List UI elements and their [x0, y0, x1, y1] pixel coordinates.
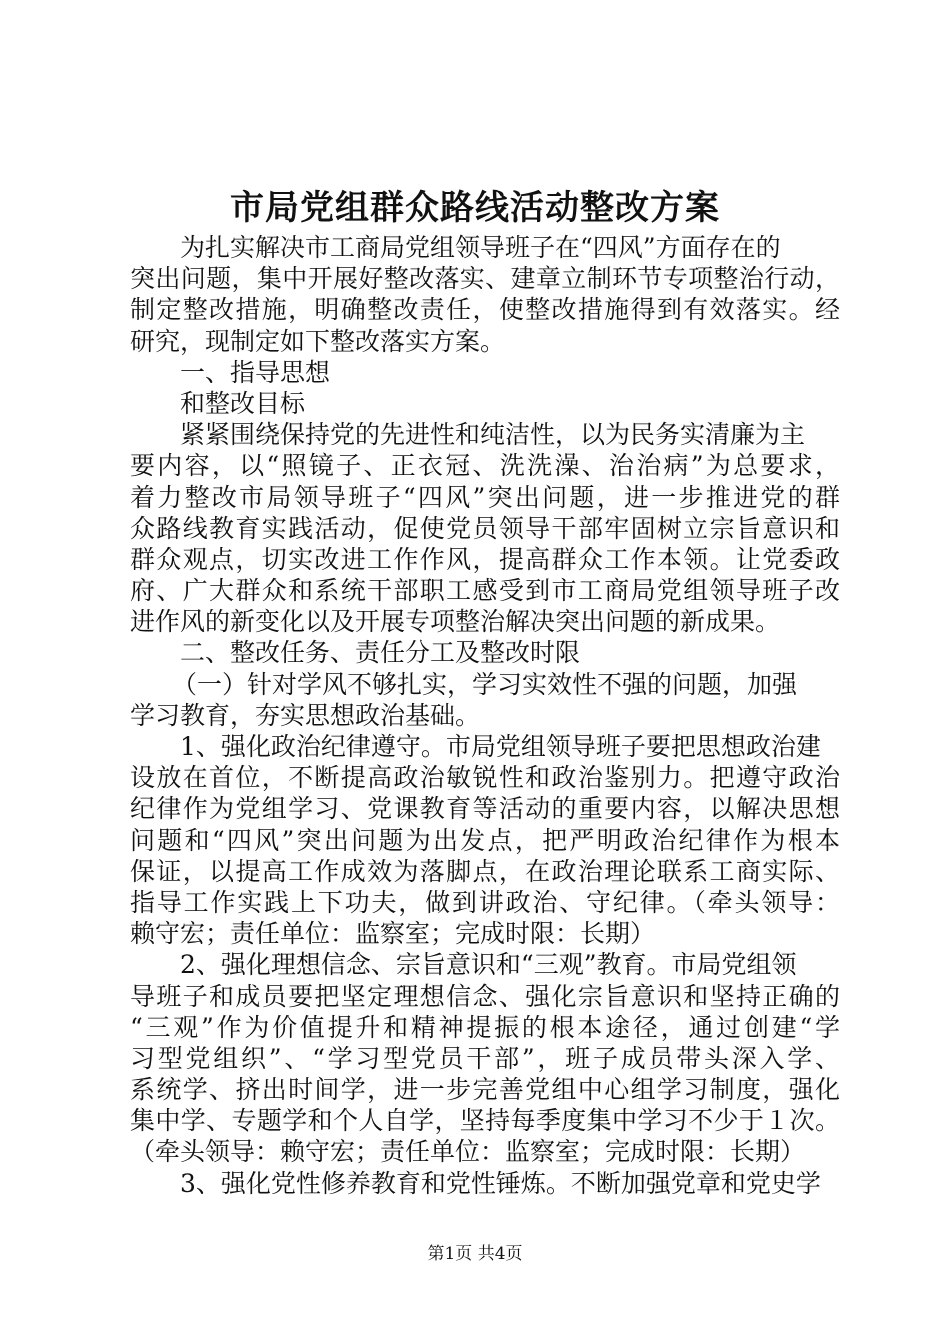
paragraph-line: 指导工作实践上下功夫，做到讲政治、守纪律。（牵头领导： [130, 887, 840, 917]
paragraph-line: 导班子和成员要把坚定理想信念、强化宗旨意识和坚持正确的 [130, 981, 840, 1011]
paragraph-line: 府、广大群众和系统干部职工感受到市工商局党组领导班子改 [130, 576, 840, 606]
paragraph-line: 制定整改措施，明确整改责任，使整改措施得到有效落实。经 [130, 295, 840, 325]
paragraph-line: 3、强化党性修养教育和党性锤炼。不断加强党章和党史学 [180, 1168, 821, 1198]
paragraph-line: 研究，现制定如下整改落实方案。 [130, 326, 506, 356]
document-title: 市局党组群众路线活动整改方案 [230, 188, 720, 228]
paragraph-line: 群众观点，切实改进工作作风，提高群众工作本领。让党委政 [130, 544, 840, 574]
paragraph-line: 要内容，以“照镜子、正衣冠、洗洗澡、治治病”为总要求， [130, 451, 840, 481]
paragraph-line: 保证，以提高工作成效为落脚点，在政治理论联系工商实际、 [130, 856, 840, 886]
paragraph-line: （一）针对学风不够扎实，学习实效性不强的问题，加强 [172, 669, 798, 699]
paragraph-line: 习型党组织”、“学习型党员干部”，班子成员带头深入学、 [130, 1043, 840, 1073]
paragraph-line: 为扎实解决市工商局党组领导班子在“四风”方面存在的 [180, 233, 781, 262]
paragraph-line: 1、强化政治纪律遵守。市局党组领导班子要把思想政治建 [180, 732, 821, 761]
paragraph-line: 紧紧围绕保持党的先进性和纯洁性，以为民务实清廉为主 [180, 420, 806, 450]
paragraph-line: 纪律作为党组学习、党课教育等活动的重要内容，以解决思想 [130, 794, 840, 824]
section-heading-line: 一、指导思想 [180, 357, 331, 387]
paragraph-line: 系统学、挤出时间学，进一步完善党组中心组学习制度，强化 [130, 1075, 840, 1105]
page-footer: 第1页 共4页 [427, 1244, 523, 1264]
paragraph-line: 进作风的新变化以及开展专项整治解决突出问题的新成果。 [130, 607, 781, 637]
paragraph-line: 问题和“四风”突出问题为出发点，把严明政治纪律作为根本 [130, 825, 840, 855]
document-body [130, 232, 840, 1199]
section-heading-line: 和整改目标 [180, 388, 306, 418]
paragraph-line: “三观”作为价值提升和精神提振的根本途径，通过创建“学 [130, 1012, 840, 1042]
paragraph-line: 设放在首位，不断提高政治敏锐性和政治鉴别力。把遵守政治 [130, 763, 840, 793]
paragraph-line: 集中学、专题学和个人自学，坚持每季度集中学习不少于１次。 [130, 1106, 840, 1136]
paragraph-line: 突出问题，集中开展好整改落实、建章立制环节专项整治行动， [130, 264, 840, 294]
paragraph-line: 着力整改市局领导班子“四风”突出问题，进一步推进党的群 [130, 482, 840, 512]
paragraph-line: 众路线教育实践活动，促使党员领导干部牢固树立宗旨意识和 [130, 513, 840, 543]
paragraph-line: （牵头领导：赖守宏；责任单位：监察室；完成时限：长期） [130, 1137, 806, 1167]
section-heading-line: 二、整改任务、责任分工及整改时限 [180, 638, 581, 668]
paragraph-line: 2、强化理想信念、宗旨意识和“三观”教育。市局党组领 [180, 950, 797, 980]
paragraph-line: 赖守宏；责任单位：监察室；完成时限：长期） [130, 919, 656, 949]
paragraph-line: 学习教育，夯实思想政治基础。 [130, 700, 481, 730]
